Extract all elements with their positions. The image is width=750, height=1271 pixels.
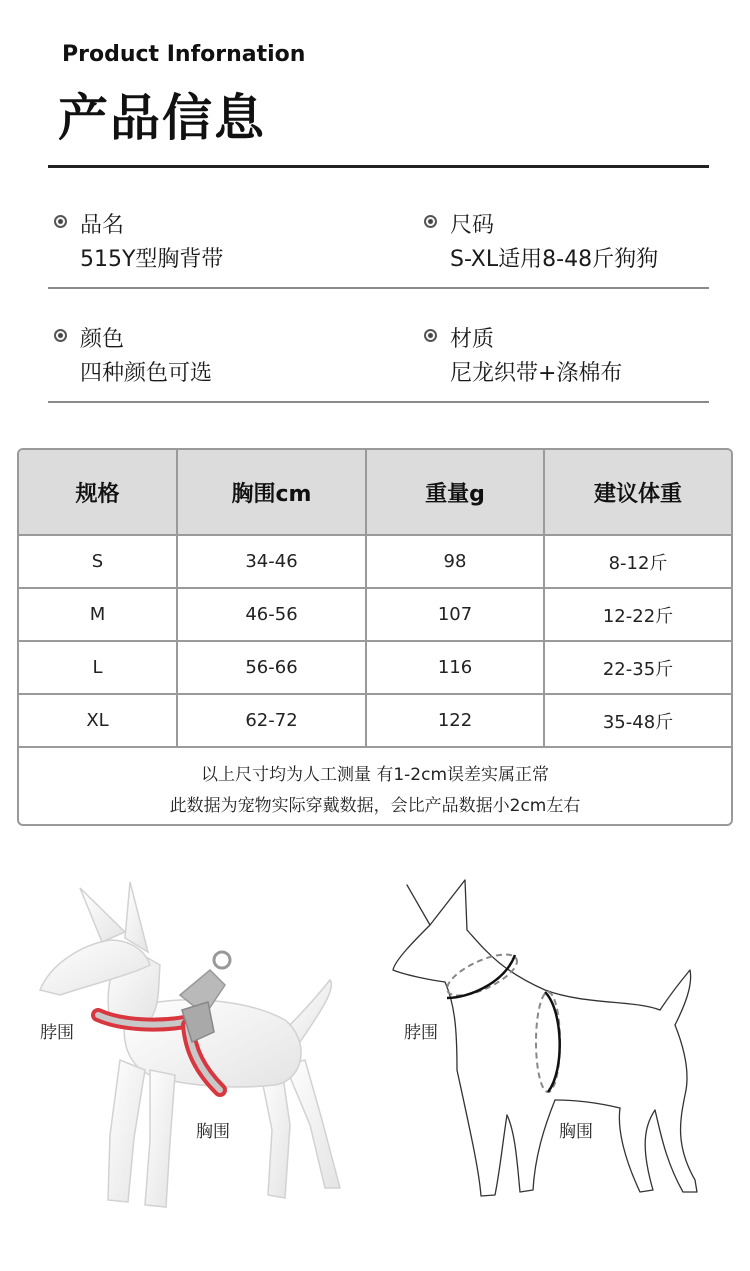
table-row — [19, 588, 731, 641]
info-size-value: S-XL适用8-48斤狗狗 — [450, 247, 659, 272]
outline-neck-label: 脖围 — [404, 1023, 438, 1043]
cell-recommended-weight: 35-48斤 — [544, 694, 731, 747]
dog-outline-diagram — [385, 870, 715, 1230]
info-divider — [48, 287, 709, 289]
cell-chest: 46-56 — [177, 588, 366, 641]
info-name-label: 品名 — [80, 213, 125, 238]
info-material-label: 材质 — [450, 327, 495, 352]
header-recommended-weight: 建议体重 — [544, 450, 731, 535]
info-color-value: 四种颜色可选 — [80, 361, 213, 386]
cell-size: L — [19, 641, 177, 694]
bullet-icon — [424, 215, 437, 228]
cell-size: XL — [19, 694, 177, 747]
info-divider — [48, 401, 709, 403]
bullet-icon — [54, 329, 67, 342]
cell-recommended-weight: 8-12斤 — [544, 535, 731, 588]
info-size-label: 尺码 — [450, 213, 495, 238]
info-color-label: 颜色 — [80, 327, 125, 352]
header-size: 规格 — [19, 450, 177, 535]
size-table — [17, 448, 733, 826]
cell-weight: 98 — [366, 535, 544, 588]
table-row — [19, 694, 731, 747]
header-chest: 胸围cm — [177, 450, 366, 535]
cell-chest: 56-66 — [177, 641, 366, 694]
cell-size: S — [19, 535, 177, 588]
header-weight: 重量g — [366, 450, 544, 535]
title-english: Product Infornation — [62, 42, 306, 67]
bullet-icon — [424, 329, 437, 342]
cell-weight: 107 — [366, 588, 544, 641]
info-material-value: 尼龙织带+涤棉布 — [450, 361, 623, 386]
note-line-1: 以上尺寸均为人工测量 有1-2cm误差实属正常 — [200, 765, 550, 785]
cell-weight: 122 — [366, 694, 544, 747]
note-line-2: 此数据为宠物实际穿戴数据，会比产品数据小2cm左右 — [169, 796, 581, 816]
measurement-note — [19, 748, 731, 822]
title-chinese: 产品信息 — [58, 89, 266, 147]
title-divider — [48, 165, 709, 168]
photo-chest-label: 胸围 — [196, 1122, 230, 1142]
cell-weight: 116 — [366, 641, 544, 694]
cell-chest: 34-46 — [177, 535, 366, 588]
table-row — [19, 641, 731, 694]
cell-recommended-weight: 22-35斤 — [544, 641, 731, 694]
photo-neck-label: 脖围 — [40, 1023, 74, 1043]
bullet-icon — [54, 215, 67, 228]
table-row — [19, 535, 731, 588]
cell-size: M — [19, 588, 177, 641]
outline-chest-label: 胸围 — [559, 1122, 593, 1142]
table-header-row — [19, 450, 731, 535]
dog-mannequin-photo — [10, 870, 370, 1230]
info-name-value: 515Y型胸背带 — [80, 247, 224, 272]
cell-recommended-weight: 12-22斤 — [544, 588, 731, 641]
cell-chest: 62-72 — [177, 694, 366, 747]
